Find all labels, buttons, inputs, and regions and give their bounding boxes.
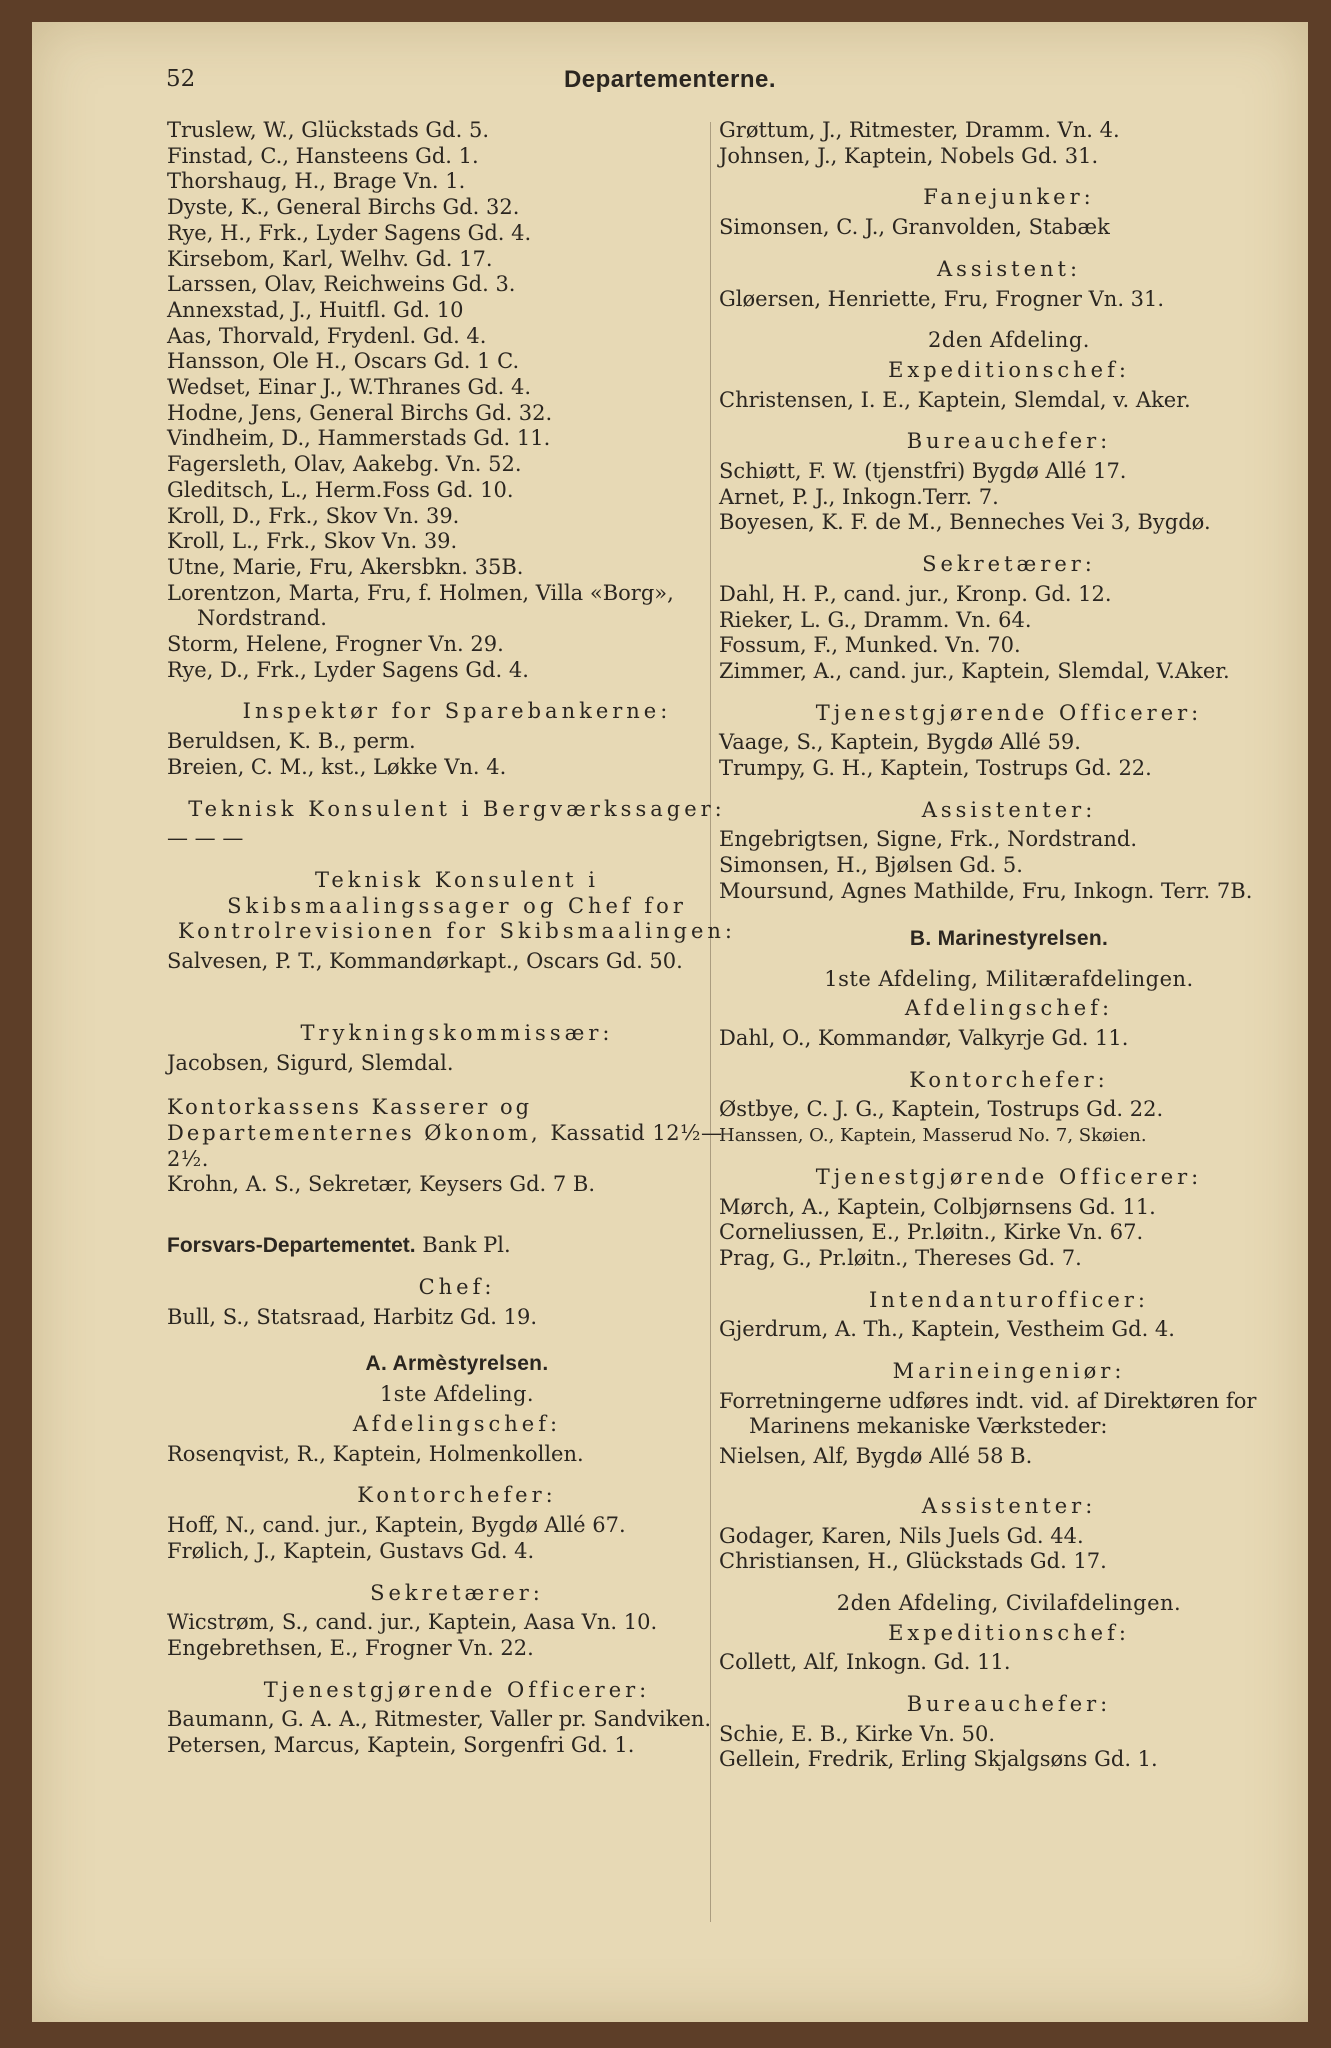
section-heading: Afdelingschef:	[904, 996, 1114, 1021]
list-item: Gleditsch, L., Herm.Foss Gd. 10.	[167, 477, 514, 502]
section-heading: Inspektør for Sparebankerne:	[242, 699, 672, 724]
list-item: Østbye, C. J. G., Kaptein, Tostrups Gd. 22.	[719, 1097, 1164, 1122]
list-item: Christensen, I. E., Kaptein, Slemdal, v. Aker.	[719, 387, 1191, 412]
list-item: Dahl, O., Kommandør, Valkyrje Gd. 11.	[719, 1025, 1129, 1050]
list-item: Wedset, Einar J., W.Thranes Gd. 4.	[167, 375, 532, 400]
running-title: Departementerne.	[563, 66, 777, 93]
list-item: Gløersen, Henriette, Fru, Frogner Vn. 31.	[719, 286, 1165, 311]
list-item: Jacobsen, Sigurd, Slemdal.	[167, 1050, 454, 1075]
list-item: Fagersleth, Olav, Aakebg. Vn. 52.	[167, 452, 522, 477]
section-heading: 2den Afdeling, Civilafdelingen.	[836, 1590, 1182, 1615]
list-item: Gjerdrum, A. Th., Kaptein, Vestheim Gd. 4.	[719, 1317, 1175, 1342]
left-column	[167, 118, 747, 1759]
list-item: Gellein, Fredrik, Erling Skjalgsøns Gd. 1.	[719, 1747, 1158, 1772]
section-heading	[167, 1094, 747, 1172]
list-item: Hodne, Jens, General Birchs Gd. 32.	[167, 400, 553, 425]
section-heading: Assistenter:	[921, 797, 1097, 822]
list-item: Breien, C. M., kst., Løkke Vn. 4.	[167, 754, 507, 779]
list-item: Godager, Karen, Nils Juels Gd. 44.	[719, 1523, 1084, 1548]
list-item: Engebrethsen, E., Frogner Vn. 22.	[167, 1635, 534, 1660]
list-item: Grøttum, J., Ritmester, Dramm. Vn. 4.	[719, 118, 1120, 142]
section-heading: Expeditionschef:	[888, 357, 1130, 382]
list-item: Bull, S., Statsraad, Harbitz Gd. 19.	[167, 1304, 538, 1329]
list-item: Mørch, A., Kaptein, Colbjørnsens Gd. 11.	[719, 1194, 1156, 1219]
section-heading: Tjenestgjørende Officerer:	[815, 700, 1203, 725]
section-heading: Kontorchefer:	[357, 1483, 557, 1508]
section-heading: Assistent:	[936, 256, 1082, 281]
section-heading: Bureauchefer:	[906, 1692, 1112, 1717]
department-name: Forsvars-Departementet.	[167, 1233, 416, 1257]
list-item: Storm, Helene, Frogner Vn. 29.	[167, 632, 504, 657]
page-header	[32, 66, 1308, 106]
list-item: Wicstrøm, S., cand. jur., Kaptein, Aasa Vn. 10.	[167, 1610, 658, 1635]
section-heading: Kontorchefer:	[909, 1067, 1109, 1092]
section-heading: Chef:	[418, 1274, 496, 1299]
section-heading: Tjenestgjørende Officerer:	[263, 1677, 651, 1702]
list-item: Engebrigtsen, Signe, Frk., Nordstrand.	[719, 827, 1138, 852]
list-item: Collett, Alf, Inkogn. Gd. 11.	[719, 1650, 1011, 1675]
kontorkasse-title: Kontorkassens Kasserer og Departementernes Økonom,	[167, 1095, 541, 1146]
list-item: Petersen, Marcus, Kaptein, Sorgenfri Gd. 1.	[167, 1733, 635, 1758]
list-item: Krohn, A. S., Sekretær, Keysers Gd. 7 B.	[167, 1172, 596, 1197]
list-item: Simonsen, C. J., Granvolden, Stabæk	[719, 215, 1110, 240]
list-item: Thorshaug, H., Brage Vn. 1.	[167, 169, 466, 194]
department-address: Bank Pl.	[422, 1232, 511, 1257]
list-item: Schie, E. B., Kirke Vn. 50.	[719, 1721, 996, 1746]
list-item: Truslew, W., Glückstads Gd. 5.	[167, 118, 490, 142]
section-heading: Teknisk Konsulent i Bergværkssager:	[188, 796, 726, 821]
list-item: Finstad, C., Hansteens Gd. 1.	[167, 143, 479, 168]
section-heading: Sekretærer:	[922, 552, 1096, 577]
list-item: Prag, G., Pr.løitn., Thereses Gd. 7.	[719, 1245, 1082, 1270]
list-item: Beruldsen, K. B., perm.	[167, 729, 416, 754]
list-item: Kroll, D., Frk., Skov Vn. 39.	[167, 503, 460, 528]
kassatid: Kassatid 12½—2½.	[167, 1121, 723, 1172]
list-item: Utne, Marie, Fru, Akersbkn. 35B.	[167, 554, 524, 579]
list-item: Rye, H., Frk., Lyder Sagens Gd. 4.	[167, 220, 532, 245]
list-item: Baumann, G. A. A., Ritmester, Valler pr. Sandviken.	[167, 1707, 712, 1732]
list-item: Dahl, H. P., cand. jur., Kronp. Gd. 12.	[719, 581, 1112, 606]
list-item: Kroll, L., Frk., Skov Vn. 39.	[167, 529, 458, 554]
subsection-title: A. Armèstyrelsen.	[365, 1352, 549, 1376]
list-item: Vaage, S., Kaptein, Bygdø Allé 59.	[719, 730, 1081, 755]
list-item: Christiansen, H., Glückstads Gd. 17.	[719, 1549, 1107, 1574]
note-text: Forretningerne udføres indt. vid. af Direktøren for Marinens mekaniske Værksteder:	[719, 1388, 1257, 1439]
section-heading: 2den Afdeling.	[928, 328, 1090, 353]
list-item: Nielsen, Alf, Bygdø Allé 58 B.	[719, 1444, 1033, 1469]
section-heading: Assistenter:	[921, 1493, 1097, 1518]
section-heading: Bureauchefer:	[906, 429, 1112, 454]
list-item: Arnet, P. J., Inkogn.Terr. 7.	[719, 484, 999, 509]
list-item: Dyste, K., General Birchs Gd. 32.	[167, 195, 520, 220]
list-item: Frølich, J., Kaptein, Gustavs Gd. 4.	[167, 1538, 535, 1563]
section-heading: Afdelingschef:	[352, 1412, 562, 1437]
list-item: Kirsebom, Karl, Welhv. Gd. 17.	[167, 246, 493, 271]
section-heading: Marineingeniør:	[892, 1359, 1126, 1384]
list-item: Aas, Thorvald, Frydenl. Gd. 4.	[167, 323, 487, 348]
list-item: Corneliussen, E., Pr.løitn., Kirke Vn. 67.	[719, 1220, 1144, 1245]
section-heading: 1ste Afdeling, Militærafdelingen.	[824, 966, 1194, 991]
list-item: Hanssen, O., Kaptein, Masserud No. 7, Skøien.	[719, 1125, 1147, 1147]
section-heading: Expeditionschef:	[888, 1620, 1130, 1645]
section-heading: Tjenestgjørende Officerer:	[815, 1164, 1203, 1189]
list-item: Moursund, Agnes Mathilde, Fru, Inkogn. Terr. 7B.	[719, 878, 1253, 903]
list-item: Hansson, Ole H., Oscars Gd. 1 C.	[167, 349, 520, 374]
page	[32, 22, 1308, 2022]
list-item: Schiøtt, F. W. (tjenstfri) Bygdø Allé 17.	[719, 459, 1127, 484]
page-number: 52	[166, 66, 196, 92]
placeholder-dash: — — —	[167, 826, 244, 851]
section-heading: Teknisk Konsulent i Skibsmaalingssager og Chef for Kontrolrevisionen for Skibsmaalingen:	[177, 867, 737, 944]
list-item: Fossum, F., Munked. Vn. 70.	[719, 633, 1021, 658]
section-heading: Sekretærer:	[370, 1580, 544, 1605]
list-item: Annexstad, J., Huitfl. Gd. 10	[167, 297, 464, 322]
list-item: Vindheim, D., Hammerstads Gd. 11.	[167, 426, 551, 451]
list-item: Rye, D., Frk., Lyder Sagens Gd. 4.	[167, 657, 529, 682]
list-item: Rosenqvist, R., Kaptein, Holmenkollen.	[167, 1441, 584, 1466]
right-column	[719, 118, 1299, 1773]
section-heading: Fanejunker:	[923, 185, 1095, 210]
list-item: Lorentzon, Marta, Fru, f. Holmen, Villa «Borg», Nordstrand.	[167, 580, 674, 631]
list-item: Salvesen, P. T., Kommandørkapt., Oscars Gd. 50.	[167, 949, 683, 974]
list-item: Boyesen, K. F. de M., Benneches Vei 3, Bygdø.	[719, 510, 1211, 535]
list-item: Trumpy, G. H., Kaptein, Tostrups Gd. 22.	[719, 756, 1152, 781]
section-heading: Intendanturofficer:	[869, 1287, 1149, 1312]
list-item: Johnsen, J., Kaptein, Nobels Gd. 31.	[719, 143, 1099, 168]
section-heading: 1ste Afdeling.	[379, 1382, 535, 1407]
list-item: Larssen, Olav, Reichweins Gd. 3.	[167, 272, 516, 297]
department-title	[167, 1232, 747, 1259]
list-item: Rieker, L. G., Dramm. Vn. 64.	[719, 607, 1032, 632]
section-heading: Trykningskommissær:	[300, 1020, 614, 1045]
list-item: Hoff, N., cand. jur., Kaptein, Bygdø Allé 67.	[167, 1513, 626, 1538]
list-item: Zimmer, A., cand. jur., Kaptein, Slemdal, V.Aker.	[719, 658, 1230, 683]
list-item: Simonsen, H., Bjølsen Gd. 5.	[719, 853, 1023, 878]
subsection-title: B. Marinestyrelsen.	[909, 926, 1109, 950]
